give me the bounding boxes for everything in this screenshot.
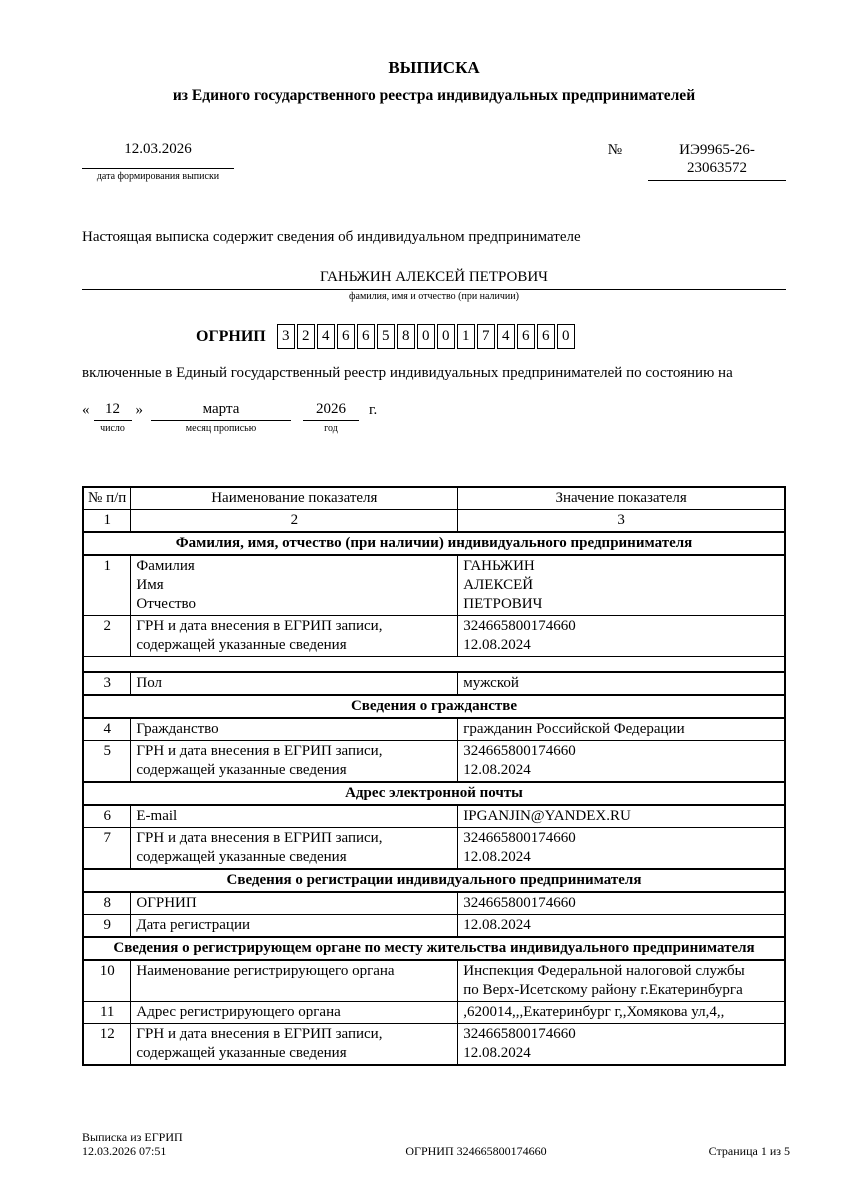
section-header-cell: Сведения о регистрирующем органе по месту жительства индивидуального предпринимателя (83, 937, 785, 960)
date-day-value: 12 (94, 401, 132, 421)
indicator-value-cell: ГАНЬЖИН АЛЕКСЕЙ ПЕТРОВИЧ (458, 555, 785, 616)
indicator-name-cell: Дата регистрации (131, 915, 458, 938)
ogrnip-row (196, 324, 786, 349)
meta-row (82, 141, 786, 182)
indicator-value-cell: 324665800174660 12.08.2024 (458, 616, 785, 657)
indicator-value-cell: IPGANJIN@YANDEX.RU (458, 805, 785, 828)
ogrnip-digit-box: 0 (557, 324, 575, 349)
header-cell-num: № п/п (83, 487, 131, 510)
indicators-table-body (83, 487, 785, 1065)
column-number-1: 1 (83, 510, 131, 533)
ogrnip-digit-box: 6 (337, 324, 355, 349)
spacer-row (83, 657, 785, 673)
ogrnip-digit-box: 6 (357, 324, 375, 349)
indicator-name-cell: ГРН и дата внесения в ЕГРИП записи, содержащей указанные сведения (131, 828, 458, 870)
indicator-value-cell: мужской (458, 672, 785, 695)
ogrnip-digit-box: 0 (417, 324, 435, 349)
footer-doc-type: Выписка из ЕГРИП (82, 1130, 183, 1144)
table-row (83, 828, 785, 870)
table-row (83, 672, 785, 695)
section-header-cell: Сведения о регистрации индивидуального предпринимателя (83, 869, 785, 892)
indicator-name-cell: ОГРНИП (131, 892, 458, 915)
person-name-label: фамилия, имя и отчество (при наличии) (349, 291, 519, 302)
indicators-table (82, 486, 786, 1066)
extract-number-line1: ИЭ9965-26- (679, 142, 755, 158)
indicator-name-cell: ГРН и дата внесения в ЕГРИП записи, содержащей указанные сведения (131, 616, 458, 657)
indicator-value-cell: 324665800174660 12.08.2024 (458, 741, 785, 783)
table-row (83, 892, 785, 915)
extract-number-block (608, 141, 786, 181)
ogrnip-digit-box: 3 (277, 324, 295, 349)
section-header-row (83, 937, 785, 960)
column-number-row (83, 510, 785, 533)
ogrnip-digit-box: 2 (297, 324, 315, 349)
header-cell-name: Наименование показателя (131, 487, 458, 510)
number-sign: № (607, 142, 622, 158)
quote-close: » (135, 402, 143, 418)
row-number-cell: 12 (83, 1024, 131, 1066)
date-year-value: 2026 (303, 401, 359, 421)
section-header-cell: Сведения о гражданстве (83, 695, 785, 718)
row-number-cell: 11 (83, 1002, 131, 1024)
date-day-segment (94, 401, 132, 434)
row-number-cell: 1 (83, 555, 131, 616)
date-year-label: год (324, 423, 338, 434)
table-row (83, 915, 785, 938)
page-content (82, 0, 786, 1066)
section-header-row (83, 869, 785, 892)
section-header-row (83, 782, 785, 805)
indicator-name-cell: Адрес регистрирующего органа (131, 1002, 458, 1024)
table-row (83, 960, 785, 1002)
table-row (83, 555, 785, 616)
indicator-value-cell: 12.08.2024 (458, 915, 785, 938)
table-row (83, 741, 785, 783)
header-cell-value: Значение показателя (458, 487, 785, 510)
table-header-row (83, 487, 785, 510)
quote-open: « (82, 402, 90, 418)
ogrnip-digit-box: 6 (517, 324, 535, 349)
ogrnip-digit-box: 1 (457, 324, 475, 349)
ogrnip-label: ОГРНИП (196, 327, 266, 345)
date-year-segment (303, 401, 359, 434)
footer-left (82, 1130, 302, 1158)
ogrnip-digit-boxes (275, 324, 575, 349)
ogrnip-digit-box: 8 (397, 324, 415, 349)
table-row (83, 805, 785, 828)
date-in-words-row (82, 401, 786, 434)
row-number-cell: 3 (83, 672, 131, 695)
formation-date-block (82, 141, 234, 182)
row-number-cell: 7 (83, 828, 131, 870)
year-suffix: г. (369, 402, 378, 418)
included-text: включенные в Единый государственный реестр индивидуальных предпринимателей по состоянию на (82, 365, 733, 381)
row-number-cell: 6 (83, 805, 131, 828)
indicator-name-cell: ГРН и дата внесения в ЕГРИП записи, содержащей указанные сведения (131, 741, 458, 783)
indicator-value-cell: ,620014,,,Екатеринбург г,,Хомякова ул,4,, (458, 1002, 785, 1024)
row-number-cell: 8 (83, 892, 131, 915)
document-subtitle: из Единого государственного реестра индивидуальных предпринимателей (172, 87, 696, 104)
section-header-cell: Фамилия, имя, отчество (при наличии) индивидуального предпринимателя (83, 532, 785, 555)
footer-timestamp: 12.03.2026 07:51 (82, 1144, 167, 1158)
formation-date-value: 12.03.2026 (82, 141, 234, 169)
row-number-cell: 5 (83, 741, 131, 783)
extract-number-line2: 23063572 (687, 160, 747, 176)
table-row (83, 1002, 785, 1024)
date-month-label: месяц прописью (185, 423, 257, 434)
table-row (83, 718, 785, 741)
indicator-name-cell: ГРН и дата внесения в ЕГРИП записи, содержащей указанные сведения (131, 1024, 458, 1066)
indicator-name-cell: E-mail (131, 805, 458, 828)
person-name: ГАНЬЖИН АЛЕКСЕЙ ПЕТРОВИЧ (82, 269, 786, 290)
statement-text: Настоящая выписка содержит сведения об индивидуальном предпринимателе (82, 229, 581, 245)
date-day-label: число (100, 423, 125, 434)
row-number-cell: 10 (83, 960, 131, 1002)
column-number-3: 3 (458, 510, 785, 533)
spacer-cell (83, 657, 785, 673)
extract-number-value (648, 141, 786, 181)
ogrnip-digit-box: 5 (377, 324, 395, 349)
date-month-value: марта (151, 401, 291, 421)
table-row (83, 1024, 785, 1066)
column-number-2: 2 (131, 510, 458, 533)
section-header-row (83, 695, 785, 718)
indicator-value-cell: гражданин Российской Федерации (458, 718, 785, 741)
ogrnip-digit-box: 0 (437, 324, 455, 349)
row-number-cell: 2 (83, 616, 131, 657)
ogrnip-digit-box: 4 (317, 324, 335, 349)
person-block (82, 269, 786, 302)
indicator-name-cell: Фамилия Имя Отчество (131, 555, 458, 616)
footer-page-number: Страница 1 из 5 (708, 1144, 790, 1158)
indicator-value-cell: 324665800174660 (458, 892, 785, 915)
indicator-value-cell: Инспекция Федеральной налоговой службы по Верх-Исетскому району г.Екатеринбурга (458, 960, 785, 1002)
date-month-segment (151, 401, 291, 434)
section-header-row (83, 532, 785, 555)
indicator-name-cell: Пол (131, 672, 458, 695)
indicator-name-cell: Наименование регистрирующего органа (131, 960, 458, 1002)
row-number-cell: 4 (83, 718, 131, 741)
ogrnip-digit-box: 7 (477, 324, 495, 349)
page-footer (82, 1130, 790, 1158)
indicator-value-cell: 324665800174660 12.08.2024 (458, 828, 785, 870)
formation-date-label: дата формирования выписки (96, 171, 220, 182)
table-row (83, 616, 785, 657)
ogrnip-digit-box: 4 (497, 324, 515, 349)
ogrnip-digit-box: 6 (537, 324, 555, 349)
indicator-value-cell: 324665800174660 12.08.2024 (458, 1024, 785, 1066)
indicator-name-cell: Гражданство (131, 718, 458, 741)
footer-ogrnip: ОГРНИП 324665800174660 (405, 1144, 547, 1158)
document-title: ВЫПИСКА (388, 58, 480, 77)
row-number-cell: 9 (83, 915, 131, 938)
section-header-cell: Адрес электронной почты (83, 782, 785, 805)
